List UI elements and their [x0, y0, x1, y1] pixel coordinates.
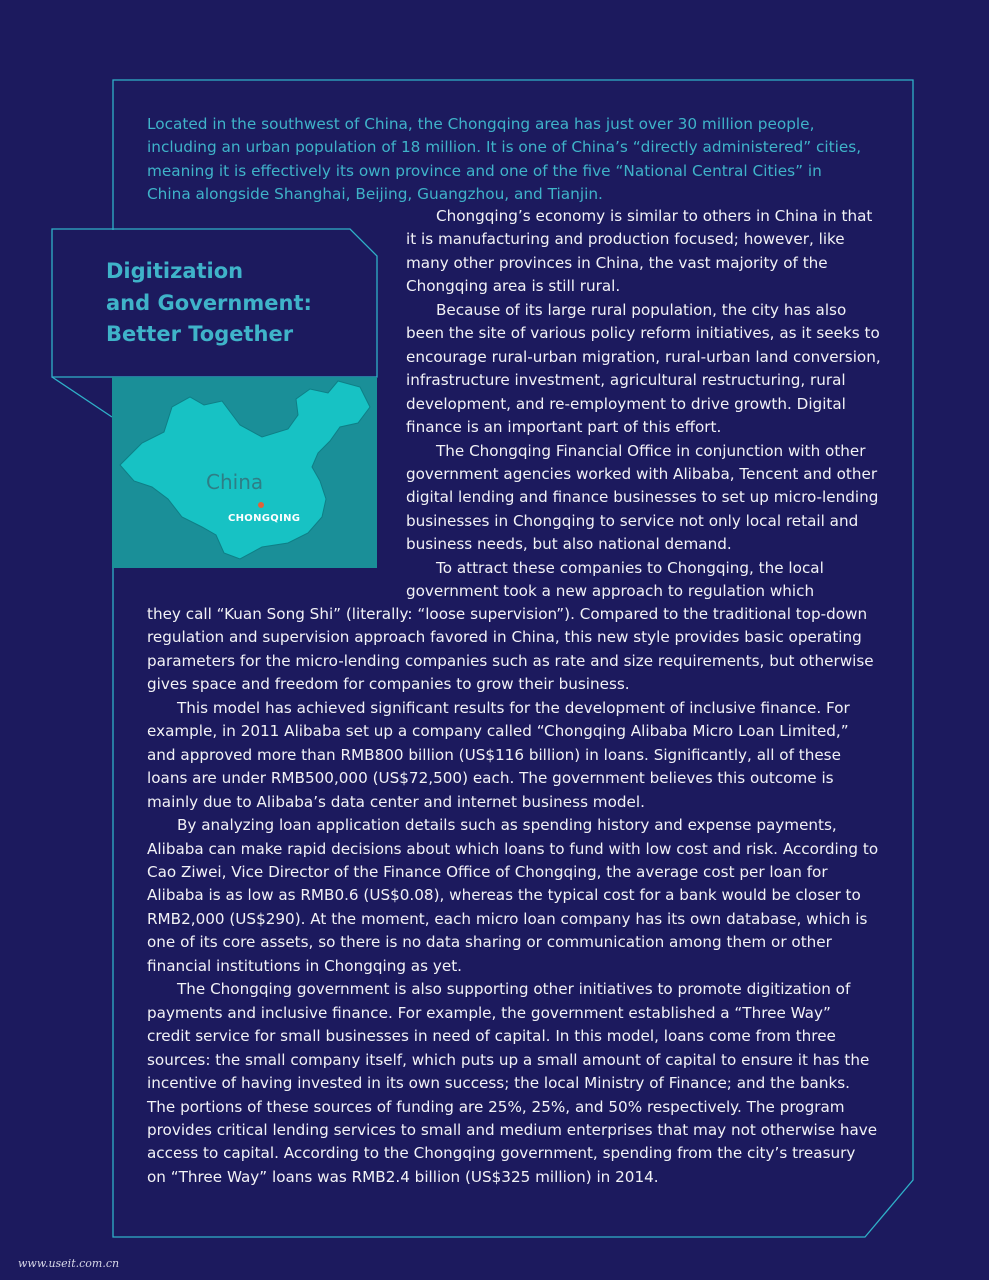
body-paragraph: This model has achieved significant results for the development of inclusive finance. For example, in 2011 Alibaba set up a company called “Chongqing Alibaba Micro Loan Limited,” and approved more than RMB800 billion (US$116 billion) in loans. Significantly, all of these loans are under RMB500,000 (US$72,500) each. The government believes this outcome is mainly due to Alibaba’s data center and internet business model. [147, 698, 850, 811]
body-paragraph: The Chongqing government is also supporting other initiatives to promote digitization of payments and inclusive finance. For example, the government established a “Three Way” credit service for small businesses in need of capital. In this model, loans come from three sources: the small company itself, which puts up a small amount of capital to ensure it has the incentive of having invested in its own success; the local Ministry of Finance; and the banks. The portions of these sources of funding are 25%, 25%, and 50% respectively. The program provides critical lending services to small and medium enterprises that may not otherwise have access to capital. According to the Chongqing government, spending from the city’s treasury on “Three Way” loans was RMB2.4 billion (US$325 million) in 2014. [147, 980, 878, 1186]
body-paragraph: To attract these companies to Chongqing, the local government took a new approach to regulation which [406, 558, 824, 601]
body-column-full [147, 603, 879, 1189]
body-paragraph: By analyzing loan application details such as spending history and expense payments, Alibaba can make rapid decisions about which loans to fund with low cost and risk. According to Cao Ziwei, Vice Director of the Finance Office of Chongqing, the average cost per loan for Alibaba is as low as RMB0.6 (US$0.08), whereas the typical cost for a bank would be closer to RMB2,000 (US$290). At the moment, each micro loan company has its own database, which is one of its core assets, so there is no data sharing or communication among them or other financial institutions in Chongqing as yet. [147, 816, 879, 975]
map-city-label: CHONGQING [228, 513, 301, 524]
body-paragraph: Chongqing’s economy is similar to others in China in that it is manufacturing and production focused; however, like many other provinces in China, the vast majority of the Chongqing area is still rural. [406, 207, 873, 296]
sidebar-title-line: and Government: [106, 290, 312, 315]
sidebar-title-line: Digitization [106, 259, 244, 283]
watermark: www.useit.com.cn [18, 1257, 120, 1270]
map-country-label: China [206, 470, 264, 494]
sidebar-title [106, 256, 346, 351]
body-paragraph: The Chongqing Financial Office in conjunction with other government agencies worked with Alibaba, Tencent and other digital lending and finance businesses to set up micro-lending businesses in Chongqing to service not only local retail and business needs, but also national demand. [406, 441, 879, 554]
body-column-right [406, 205, 884, 604]
intro-paragraph: Located in the southwest of China, the Chongqing area has just over 30 million people, including an urban population of 18 million. It is one of China’s “directly administered” cities, meaning it is effectively its own province and one of the five “National Central Cities” in China alongside Shanghai, Beijing, Guangzhou, and Tianjin. [147, 115, 862, 203]
sidebar-connector [52, 377, 112, 417]
body-paragraph: Because of its large rural population, the city has also been the site of various policy reform initiatives, as it seeks to encourage rural-urban migration, rural-urban land conversion, infrastructure investment, agricultural restructuring, rural development, and re-employment to drive growth. Digital finance is an important part of this effort. [406, 300, 881, 437]
sidebar-title-line: Better Together [106, 322, 294, 346]
body-paragraph-continued: they call “Kuan Song Shi” (literally: “loose supervision”). Compared to the traditional top-down regulation and supervision approach favored in China, this new style provides basic operating parameters for the micro-lending companies such as rate and size requirements, but otherwise gives space and freedom for companies to grow their business. [147, 605, 874, 694]
